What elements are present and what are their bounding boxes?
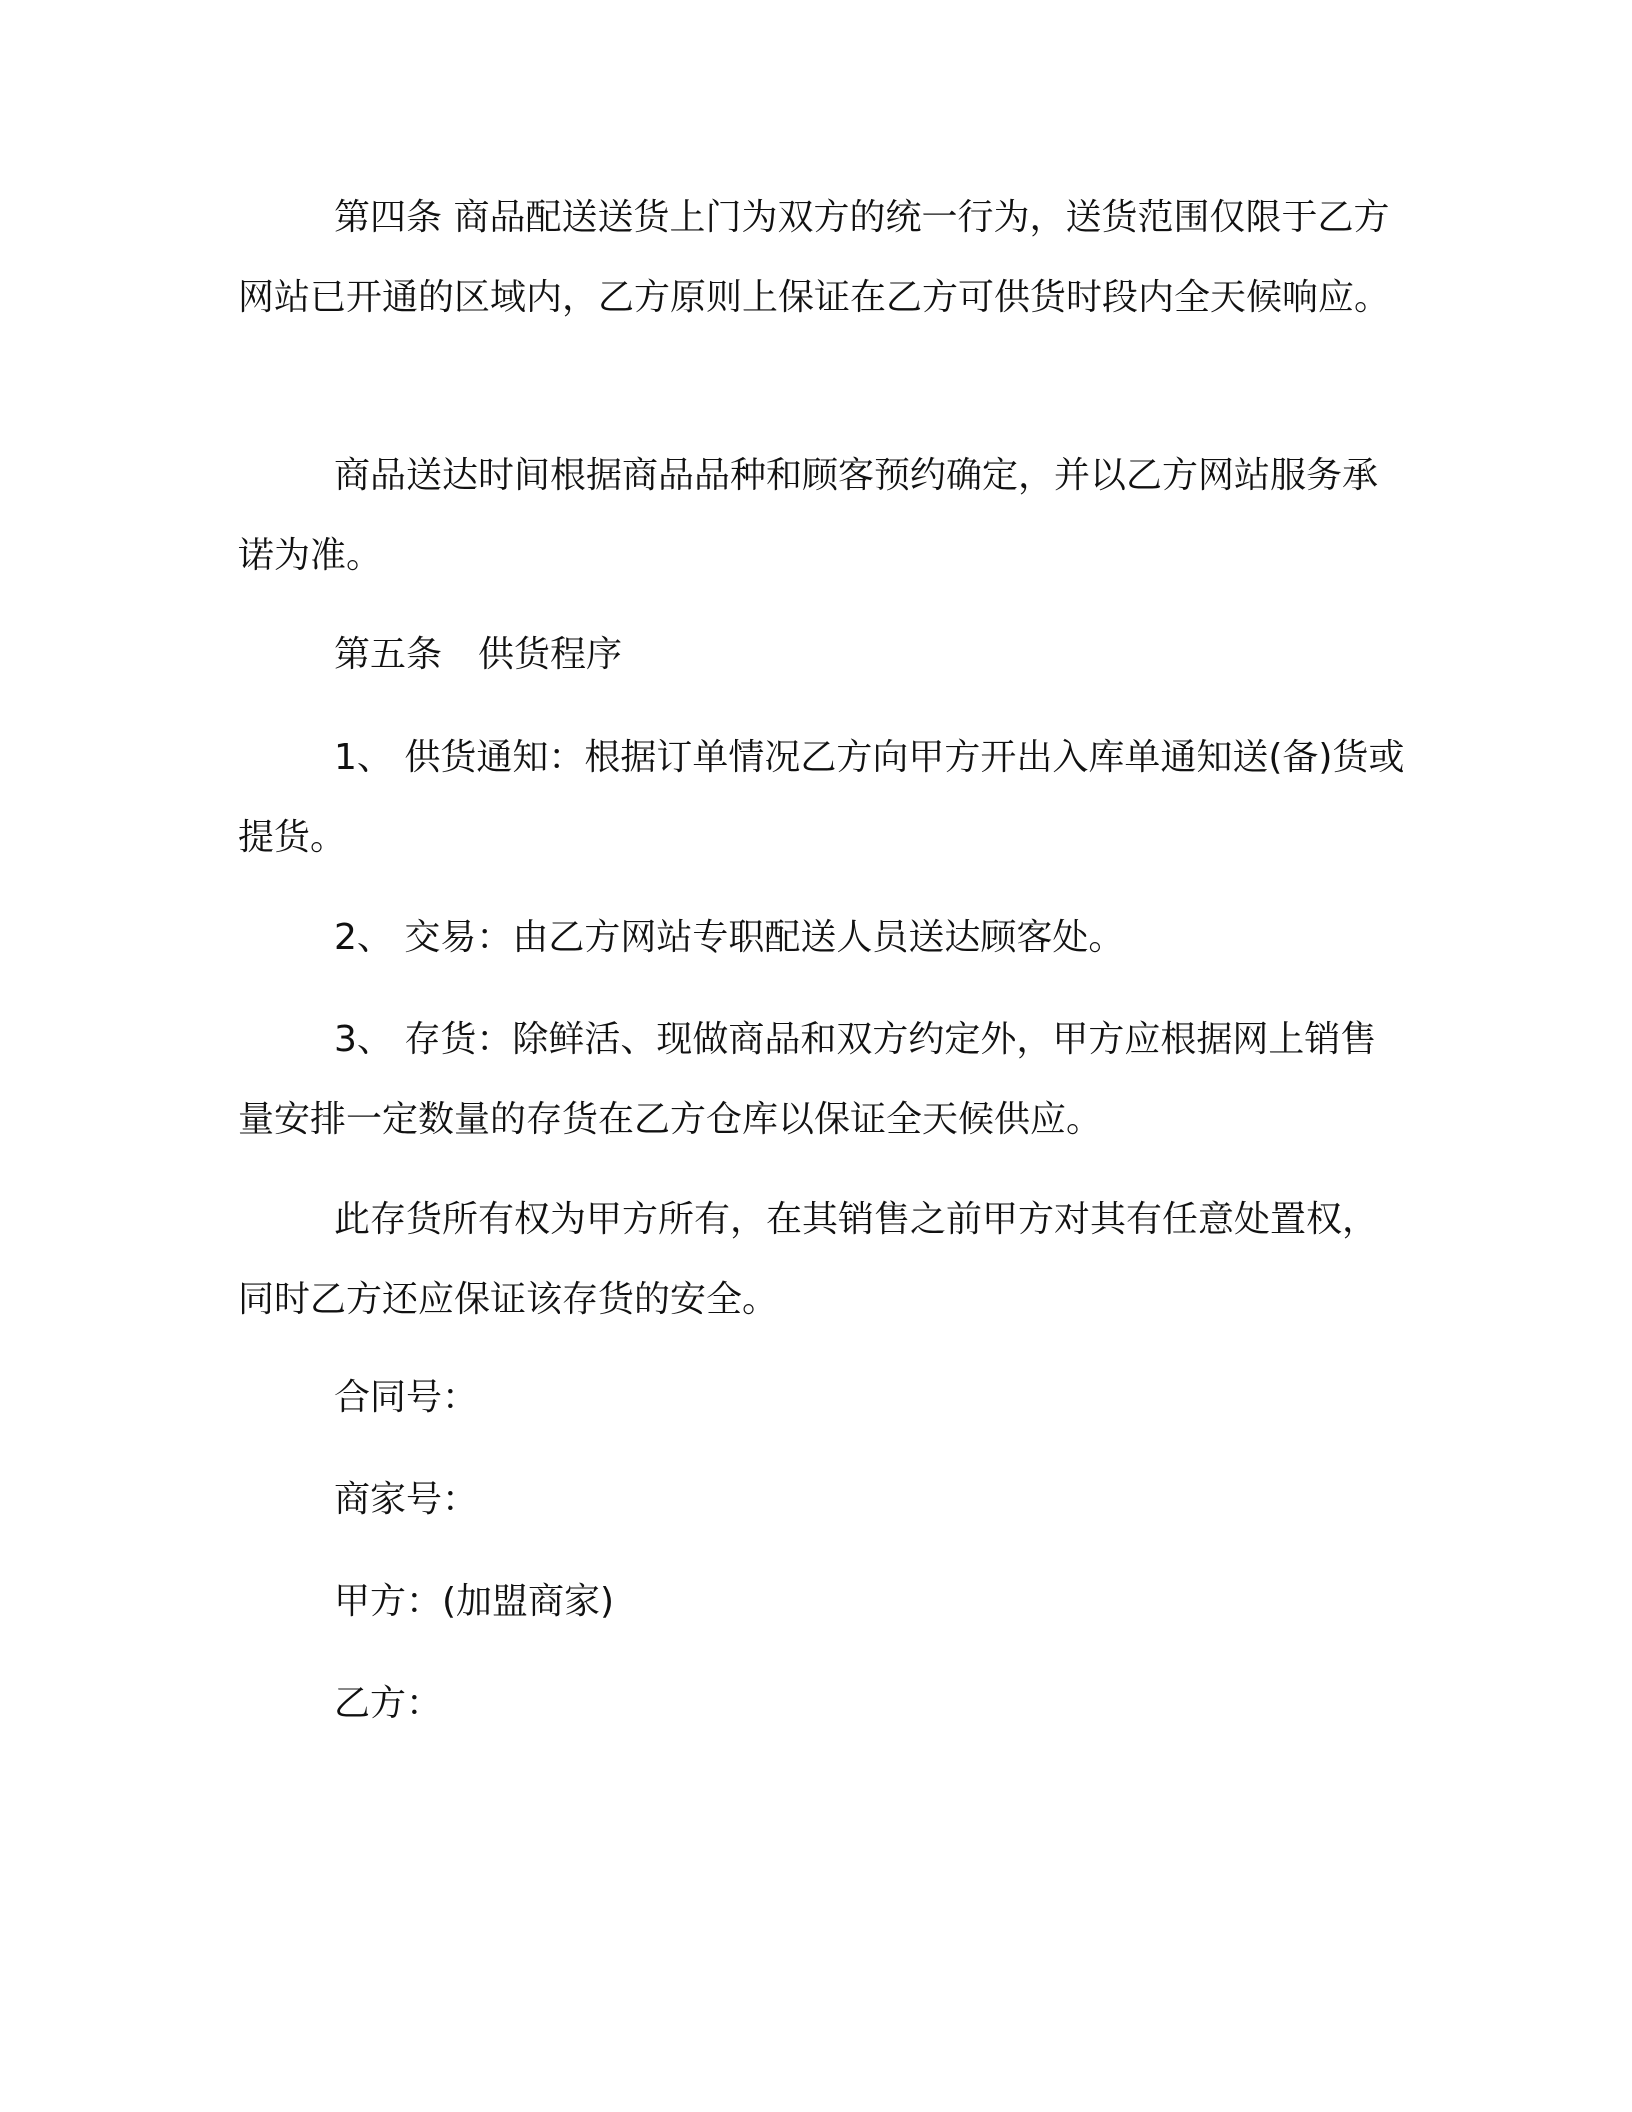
merchant-number-field: 商家号：	[334, 1479, 479, 1520]
article5-title: 供货程序	[478, 634, 623, 675]
party-b-field: 乙方：	[334, 1683, 443, 1724]
delivery-time-paragraph: 商品送达时间根据商品品种和顾客预约确定，并以乙方网站服务承诺为准。	[238, 455, 1379, 576]
item1-paragraph: 1、 供货通知：根据订单情况乙方向甲方开出入库单通知送(备)货或提货。	[238, 737, 1405, 858]
article5-number: 第五条	[334, 634, 443, 675]
item3-paragraph: 3、 存货：除鲜活、现做商品和双方约定外，甲方应根据网上销售量安排一定数量的存货在乙方仓库以保证全天候供应。	[238, 1019, 1377, 1140]
contract-number-field: 合同号：	[334, 1377, 479, 1418]
article4-paragraph: 第四条 商品配送送货上门为双方的统一行为，送货范围仅限于乙方网站已开通的区域内，乙方原则上保证在乙方可供货时段内全天候响应。	[238, 197, 1391, 318]
party-a-field: 甲方：(加盟商家)	[334, 1581, 615, 1622]
article5-heading	[334, 625, 622, 685]
ownership-paragraph: 此存货所有权为甲方所有，在其销售之前甲方对其有任意处置权，同时乙方还应保证该存货的安全。	[238, 1199, 1379, 1320]
item2-paragraph: 2、 交易：由乙方网站专职配送人员送达顾客处。	[334, 917, 1125, 958]
